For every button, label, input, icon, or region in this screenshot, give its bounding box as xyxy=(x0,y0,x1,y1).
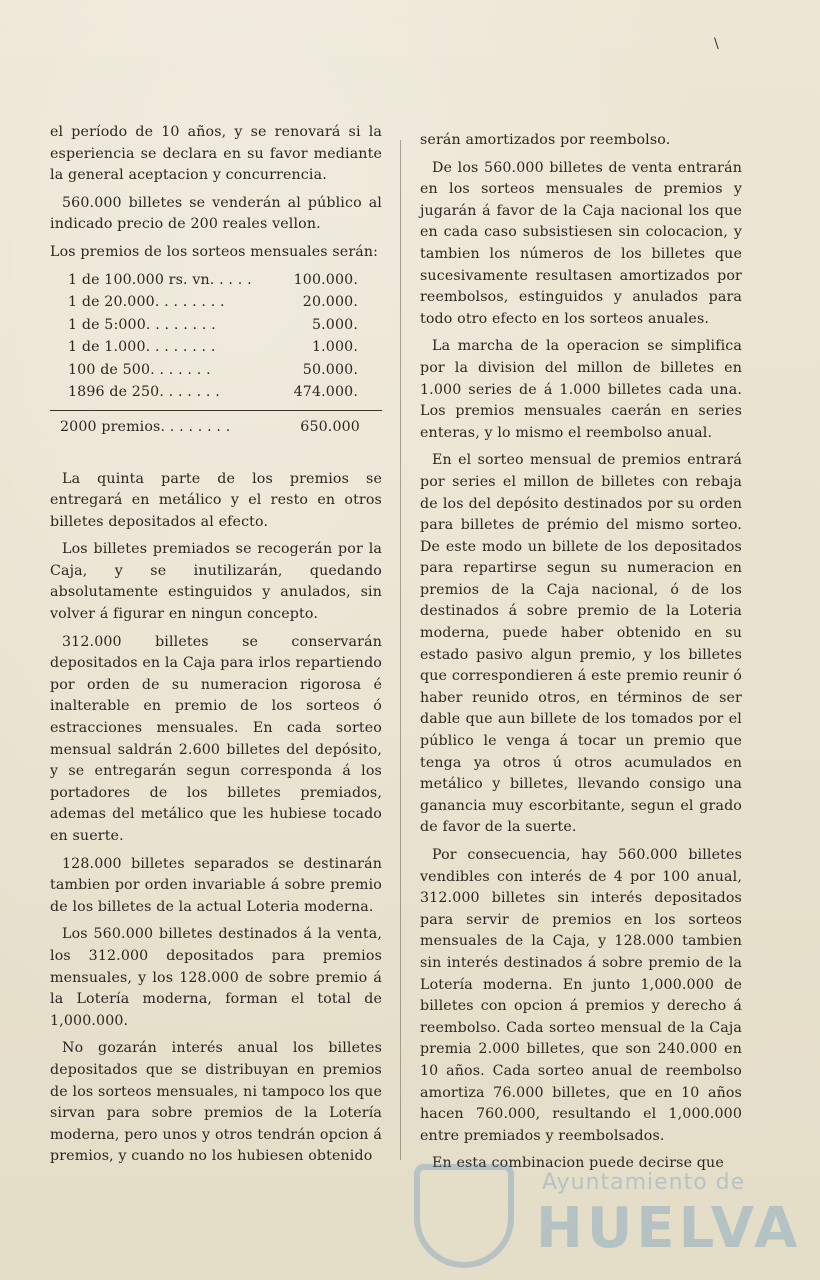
prize-row xyxy=(50,359,382,381)
left-paragraph-5: Los billetes premiados se recogerán por la Caja, y se inutilizarán, quedando absolutamente estinguidos y anulados, sin volver á figurar en ningun concepto. xyxy=(50,541,382,623)
prize-totals xyxy=(50,410,382,439)
left-paragraph-2: 560.000 billetes se venderán al público al indicado precio de 200 reales vellon. xyxy=(50,194,382,233)
prize-row xyxy=(50,337,382,359)
column-divider xyxy=(400,140,401,1160)
prize-desc: 100 de 500. . . . . . . xyxy=(68,361,211,378)
right-paragraph-2: De los 560.000 billetes de venta entrarán en los sorteos mensuales de premios y jugarán á favor de la Caja nacional los que en cada caso subsistiesen sin colocacion, y tambien los números de los billetes que sucesivamente resultasen amortizados por reembolsos, estinguidos y anulados para todo otro efecto en los sorteos anuales. xyxy=(420,159,742,327)
prize-amount: 474.000. xyxy=(293,383,358,400)
right-column xyxy=(420,130,742,1181)
prize-row xyxy=(50,382,382,404)
left-column xyxy=(50,122,382,1174)
prize-desc: 1896 de 250. . . . . . . xyxy=(68,383,220,400)
right-paragraph-6: En esta combinacion puede decirse que xyxy=(432,1155,724,1172)
prize-amount: 20.000. xyxy=(302,294,358,311)
prize-desc: 1 de 100.000 rs. vn. . . . . xyxy=(68,271,252,288)
prize-row xyxy=(50,292,382,314)
prize-amount: 5.000. xyxy=(311,316,358,333)
totals-amount: 650.000 xyxy=(300,418,360,435)
right-paragraph-1: serán amortizados por reembolso. xyxy=(420,132,671,148)
prize-desc: 1 de 5:000. . . . . . . . xyxy=(68,316,216,333)
watermark-line-2: HUELVA xyxy=(536,1196,802,1261)
corner-mark: \ xyxy=(714,36,719,52)
prize-amount: 100.000. xyxy=(293,271,358,288)
left-paragraph-3: Los premios de los sorteos mensuales serán: xyxy=(50,243,379,260)
left-paragraph-4: La quinta parte de los premios se entregará en metálico y el resto en otros billetes depositados al efecto. xyxy=(50,470,382,530)
left-paragraph-6: 312.000 billetes se conservarán depositados en la Caja para irlos repartiendo por orden de su numeracion rigorosa é inalterable en premio de los sorteos ó estracciones mensuales. En cada sorteo mensual saldrán 2.600 billetes del depósito, y se entregarán segun corresponda á los portadores de los billetes premiados, ademas del metálico que les hubiese tocado en suerte. xyxy=(50,633,382,844)
right-paragraph-5: Por consecuencia, hay 560.000 billetes vendibles con interés de 4 por 100 anual, 312.000 billetes sin interés depositados para servir de premios en los sorteos mensuales de la Caja, y 128.000 tambien sin interés destinados á sobre premio de la Lotería moderna. En junto 1,000.000 de billetes con opcion á premios y derecho á reembolso. Cada sorteo mensual de la Caja premia 2.000 billetes, que son 240.000 en 10 años. Cada sorteo anual de reembolso amortiza 76.000 billetes, que en 10 años hacen 760.000, resultando el 1,000.000 entre premiados y reembolsados. xyxy=(420,847,742,1144)
prize-table xyxy=(50,270,382,404)
shield-icon xyxy=(414,1164,514,1268)
totals-label: 2000 premios. . . . . . . . xyxy=(60,418,231,435)
left-paragraph-7: 128.000 billetes separados se destinarán tambien por orden invariable á sobre premio de los billetes de la actual Loteria moderna. xyxy=(50,855,382,915)
prize-row xyxy=(50,314,382,336)
left-paragraph-8: Los 560.000 billetes destinados á la venta, los 312.000 depositados para premios mensuales, y los 128.000 de sobre premio á la Lotería moderna, forman el total de 1,000.000. xyxy=(50,926,382,1029)
prize-row xyxy=(50,270,382,292)
right-paragraph-4: En el sorteo mensual de premios entrará por series el millon de billetes con rebaja de los del depósito destinados por su orden para billetes de prémio del mismo sorteo. De este modo un billete de los depositados para repartirse segun su numeracion en premios de la Caja nacional, ó de los destinados á sobre premio de la Loteria moderna, puede haber obtenido en su estado pasivo algun premio, y los billetes que correspondieren á este premio reunir ó haber reunido otros, en términos de ser dable que aun billete de los tomados por el público le venga á tocar un premio que tenga ya otros ú otros acumulados en metálico y billetes, llevando consigo una ganancia muy escorbitante, segun el grado de favor de la suerte. xyxy=(420,452,742,836)
watermark-line-1: Ayuntamiento de xyxy=(542,1170,746,1195)
prize-desc: 1 de 1.000. . . . . . . . xyxy=(68,339,216,356)
left-paragraph-9: No gozarán interés anual los billetes depositados que se distribuyan en premios de los sorteos mensuales, ni tampoco los que sirvan para sobre premios de la Lotería moderna, pero unos y otros tendrán opcion á premios, y cuando no los hubiesen obtenido xyxy=(50,1040,382,1165)
prize-amount: 1.000. xyxy=(311,339,358,356)
archive-watermark xyxy=(410,1160,802,1270)
prize-amount: 50.000. xyxy=(302,361,358,378)
right-paragraph-3: La marcha de la operacion se simplifica por la division del millon de billetes en 1.000 series de á 1.000 billetes cada una. Los premios mensuales caerán en series enteras, y lo mismo el reembolso anual. xyxy=(420,338,742,441)
left-paragraph-1: el período de 10 años, y se renovará si la esperiencia se declara en su favor mediante la general aceptacion y concurrencia. xyxy=(50,124,382,184)
prize-desc: 1 de 20.000. . . . . . . . xyxy=(68,294,225,311)
